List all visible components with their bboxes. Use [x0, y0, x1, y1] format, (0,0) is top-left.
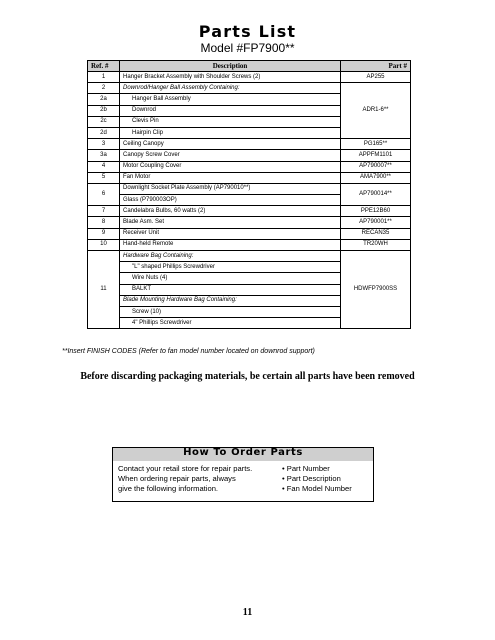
header-ref: Ref. #	[88, 61, 120, 72]
description-cell: Canopy Screw Cover	[120, 150, 341, 161]
header-part: Part #	[341, 61, 411, 72]
order-info-item: • Fan Model Number	[282, 484, 352, 493]
table-row	[88, 217, 411, 228]
description-cell: Screw (10)	[120, 306, 341, 317]
part-cell: APPFM1101	[341, 150, 411, 161]
description-cell: Hardware Bag Containing:	[120, 251, 341, 262]
description-cell: Clevis Pin	[120, 116, 341, 127]
description-cell: Downrod/Hanger Ball Assembly Containing:	[120, 83, 341, 94]
description-cell: Wire Nuts (4)	[120, 273, 341, 284]
description-cell: Hanger Bracket Assembly with Shoulder Screws (2)	[120, 72, 341, 83]
table-row	[88, 172, 411, 183]
table-row	[88, 72, 411, 83]
table-header-row	[88, 61, 411, 72]
description-cell: BALKT	[120, 284, 341, 295]
page-title: Parts List	[198, 22, 297, 41]
description-cell: Glass (P790003OP)	[120, 195, 341, 206]
table-row	[88, 228, 411, 239]
ref-cell: 2c	[88, 116, 120, 127]
page-number: 11	[242, 607, 253, 618]
order-parts-title: How To Order Parts	[183, 447, 303, 458]
packaging-warning: Before discarding packaging materials, be certain all parts have been removed	[80, 371, 415, 382]
part-cell: AP790014**	[341, 183, 411, 205]
description-cell: "L" shaped Phillips Screwdriver	[120, 262, 341, 273]
table-row	[88, 251, 411, 262]
part-cell: RECAN35	[341, 228, 411, 239]
part-cell: HDWFP7900SS	[341, 251, 411, 329]
order-info-list	[282, 464, 377, 494]
order-instruction-line: Contact your retail store for repair parts.	[118, 464, 253, 473]
order-instruction-line: give the following information.	[118, 484, 219, 493]
table-row	[88, 139, 411, 150]
ref-cell: 2b	[88, 105, 120, 116]
description-cell: Motor Coupling Cover	[120, 161, 341, 172]
ref-cell: 9	[88, 228, 120, 239]
table-row	[88, 150, 411, 161]
description-cell: Receiver Unit	[120, 228, 341, 239]
finish-code-footnote: **Insert FINISH CODES (Refer to fan model number located on downrod support)	[62, 348, 315, 355]
ref-cell: 11	[88, 251, 120, 329]
part-cell: AMA7900**	[341, 172, 411, 183]
part-cell: AP790001**	[341, 217, 411, 228]
header-description: Description	[120, 61, 341, 72]
part-cell: AP255	[341, 72, 411, 83]
order-info-item: • Part Description	[282, 474, 341, 483]
table-row	[88, 183, 411, 194]
description-cell: Hairpin Clip	[120, 127, 341, 138]
ref-cell: 3a	[88, 150, 120, 161]
model-number: Model #FP7900**	[200, 41, 295, 55]
table-row	[88, 161, 411, 172]
ref-cell: 8	[88, 217, 120, 228]
description-cell: Blade Mounting Hardware Bag Containing:	[120, 295, 341, 306]
description-cell: Blade Asm. Set	[120, 217, 341, 228]
ref-cell: 3	[88, 139, 120, 150]
description-cell: Fan Motor	[120, 172, 341, 183]
ref-cell: 7	[88, 206, 120, 217]
part-cell: AP790007**	[341, 161, 411, 172]
part-cell: PG165**	[341, 139, 411, 150]
description-cell: Hanger Ball Assembly	[120, 94, 341, 105]
ref-cell: 2d	[88, 127, 120, 138]
table-row	[88, 206, 411, 217]
description-cell: Ceiling Canopy	[120, 139, 341, 150]
description-cell: Downrod	[120, 105, 341, 116]
parts-table	[87, 60, 411, 329]
part-cell: ADR1-6**	[341, 83, 411, 139]
description-cell: 4" Phillips Screwdriver	[120, 318, 341, 329]
order-info-item: • Part Number	[282, 464, 330, 473]
ref-cell: 2a	[88, 94, 120, 105]
description-cell: Hand-held Remote	[120, 239, 341, 250]
order-instructions	[118, 464, 280, 494]
part-cell: TR20WH	[341, 239, 411, 250]
description-cell: Candelabra Bulbs, 60 watts (2)	[120, 206, 341, 217]
ref-cell: 1	[88, 72, 120, 83]
ref-cell: 6	[88, 183, 120, 205]
description-cell: Downlight Socket Plate Assembly (AP790010**)	[120, 183, 341, 194]
ref-cell: 2	[88, 83, 120, 94]
table-row	[88, 83, 411, 94]
part-cell: PPE12B60	[341, 206, 411, 217]
table-row	[88, 239, 411, 250]
order-instruction-line: When ordering repair parts, always	[118, 474, 236, 483]
ref-cell: 5	[88, 172, 120, 183]
ref-cell: 4	[88, 161, 120, 172]
ref-cell: 10	[88, 239, 120, 250]
